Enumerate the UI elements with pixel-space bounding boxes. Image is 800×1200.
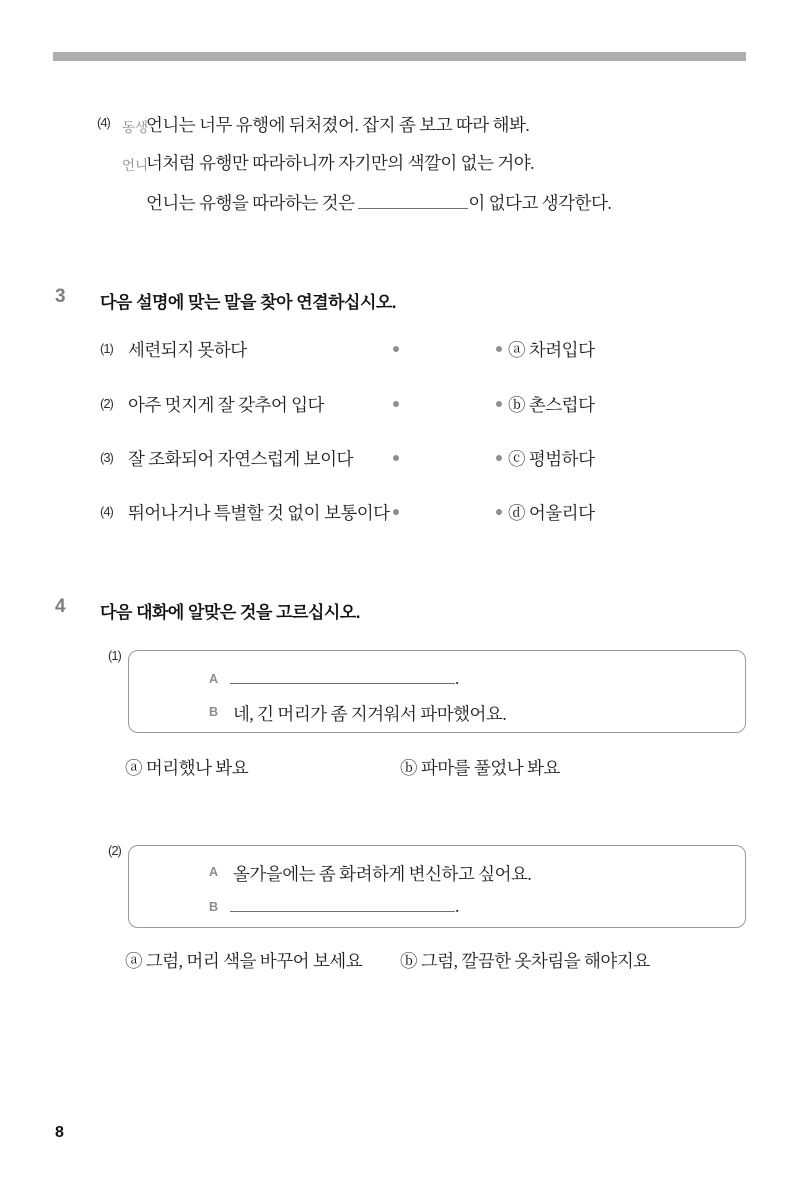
page-number: 8	[55, 1124, 64, 1141]
fill-in-blank	[358, 195, 468, 209]
choice-a: ⓐ 그럼, 머리 색을 바꾸어 보세요	[125, 951, 363, 971]
answer-blank	[230, 896, 459, 917]
dialogue-a-line	[129, 861, 745, 887]
speaker-b-label: B	[209, 705, 219, 719]
connector-dot-left	[393, 509, 399, 515]
section4-number: 4	[55, 596, 66, 617]
connector-dot-left	[393, 346, 399, 352]
row-option: ⓓ 어울리다	[508, 503, 595, 523]
choice-a: ⓐ 머리했나 봐요	[125, 758, 249, 778]
section4-title: 다음 대화에 알맞은 것을 고르십시오.	[100, 603, 360, 622]
dialogue-item-number: (2)	[108, 843, 121, 858]
item-number: (4)	[97, 115, 110, 130]
connector-dot-right	[496, 401, 502, 407]
section3-title: 다음 설명에 맞는 말을 찾아 연결하십시오.	[100, 293, 397, 312]
speaker-a-label: A	[209, 865, 219, 879]
blank-underline	[230, 898, 455, 912]
matching-row-3	[0, 446, 800, 472]
row-description: 아주 멋지게 잘 갖추어 입다	[128, 395, 324, 415]
dialogue-text: 언니는 너무 유행에 뒤처졌어. 잡지 좀 보고 따라 해봐.	[146, 115, 530, 135]
speaker-b-label: B	[209, 900, 219, 914]
matching-row-4	[0, 500, 800, 526]
row-description: 뛰어나거나 특별할 것 없이 보통이다	[128, 503, 390, 523]
dialogue-a-text: 올가을에는 좀 화려하게 변신하고 싶어요.	[233, 864, 532, 884]
answer-blank	[230, 668, 459, 689]
speaker-a-label: A	[209, 672, 219, 686]
speaker-label: 동생	[122, 120, 149, 135]
blank-underline	[230, 670, 455, 684]
row-number: (2)	[100, 396, 113, 411]
row-description: 세련되지 못하다	[128, 340, 247, 360]
choice-b: ⓑ 그럼, 깔끔한 옷차림을 해야지요	[400, 951, 650, 971]
row-number: (1)	[100, 341, 113, 356]
choices-row-2	[0, 948, 800, 974]
speaker-label: 언니	[122, 158, 149, 173]
matching-row-1	[0, 337, 800, 363]
summary-sentence	[146, 190, 611, 215]
connector-dot-right	[496, 346, 502, 352]
row-option: ⓐ 차려입다	[508, 340, 595, 360]
connector-dot-left	[393, 401, 399, 407]
dialogue-line-2	[0, 150, 800, 176]
dialogue-b-line	[129, 701, 745, 727]
dialogue-a-line	[129, 668, 745, 694]
summary-prefix: 언니는 유행을 따라하는 것은	[146, 193, 355, 213]
summary-suffix: 이 없다고 생각한다.	[468, 193, 612, 213]
row-number: (4)	[100, 504, 113, 519]
dialogue-b-text: 네, 긴 머리가 좀 지겨워서 파마했어요.	[233, 704, 507, 724]
section3-number: 3	[55, 286, 66, 307]
connector-dot-right	[496, 455, 502, 461]
blank-period: .	[455, 668, 460, 688]
choices-row-1	[0, 755, 800, 781]
dialogue-box-2	[128, 845, 746, 928]
row-description: 잘 조화되어 자연스럽게 보이다	[128, 449, 353, 469]
connector-dot-right	[496, 509, 502, 515]
dialogue-item-number: (1)	[108, 648, 121, 663]
dialogue-box-1	[128, 650, 746, 733]
row-option: ⓑ 촌스럽다	[508, 395, 595, 415]
connector-dot-left	[393, 455, 399, 461]
dialogue-text: 너처럼 유행만 따라하니까 자기만의 색깔이 없는 거야.	[146, 153, 535, 173]
top-divider-bar	[53, 52, 746, 61]
choice-b: ⓑ 파마를 풀었나 봐요	[400, 758, 560, 778]
row-number: (3)	[100, 450, 113, 465]
dialogue-b-line	[129, 896, 745, 922]
dialogue-line-1	[0, 112, 800, 138]
row-option: ⓒ 평범하다	[508, 449, 595, 469]
blank-period: .	[455, 896, 460, 916]
matching-row-2	[0, 392, 800, 418]
